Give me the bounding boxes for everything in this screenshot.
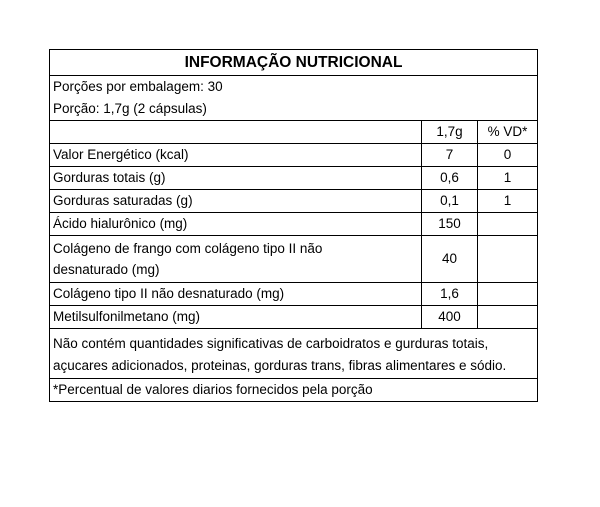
servings-row (50, 76, 538, 99)
nutrition-table (49, 49, 538, 402)
header-dv: % VD* (478, 121, 538, 144)
servings-per-package: Porções por embalagem: 30 (50, 76, 538, 99)
serving-size-row (50, 98, 538, 121)
nutrient-dv: 1 (478, 167, 538, 190)
nutrient-dv (478, 213, 538, 236)
footnote-row (50, 379, 538, 402)
nutrient-dv (478, 306, 538, 329)
nutrition-facts-table (49, 49, 537, 402)
nutrient-dv (478, 236, 538, 283)
disclaimer-note: Não contém quantidades significativas de carboidratos e gurduras totais, açucares adicionados, proteinas, gorduras trans, fibras alimentares e sódio. (50, 329, 538, 379)
note-row (50, 329, 538, 379)
table-row (50, 167, 538, 190)
table-row (50, 144, 538, 167)
nutrient-name: Colágeno tipo II não desnaturado (mg) (50, 283, 422, 306)
nutrient-amount: 7 (422, 144, 478, 167)
nutrient-amount: 400 (422, 306, 478, 329)
nutrient-dv: 1 (478, 190, 538, 213)
nutrient-name: Metilsulfonilmetano (mg) (50, 306, 422, 329)
nutrient-amount: 1,6 (422, 283, 478, 306)
nutrient-name: Gorduras totais (g) (50, 167, 422, 190)
header-row (50, 121, 538, 144)
table-row (50, 283, 538, 306)
nutrient-name: Gorduras saturadas (g) (50, 190, 422, 213)
nutrient-dv (478, 283, 538, 306)
nutrient-dv: 0 (478, 144, 538, 167)
table-row (50, 306, 538, 329)
title-row (50, 50, 538, 76)
footnote: *Percentual de valores diarios fornecidos pela porção (50, 379, 538, 402)
nutrient-amount: 150 (422, 213, 478, 236)
table-row (50, 213, 538, 236)
nutrient-name: Valor Energético (kcal) (50, 144, 422, 167)
table-row (50, 190, 538, 213)
serving-size: Porção: 1,7g (2 cápsulas) (50, 98, 538, 121)
table-title: INFORMAÇÃO NUTRICIONAL (50, 50, 538, 76)
header-empty-cell (50, 121, 422, 144)
nutrient-amount: 0,6 (422, 167, 478, 190)
table-row (50, 236, 538, 283)
nutrient-name: Ácido hialurônico (mg) (50, 213, 422, 236)
nutrient-name: Colágeno de frango com colágeno tipo II não desnaturado (mg) (50, 236, 422, 283)
header-amount: 1,7g (422, 121, 478, 144)
nutrient-amount: 0,1 (422, 190, 478, 213)
nutrient-amount: 40 (422, 236, 478, 283)
